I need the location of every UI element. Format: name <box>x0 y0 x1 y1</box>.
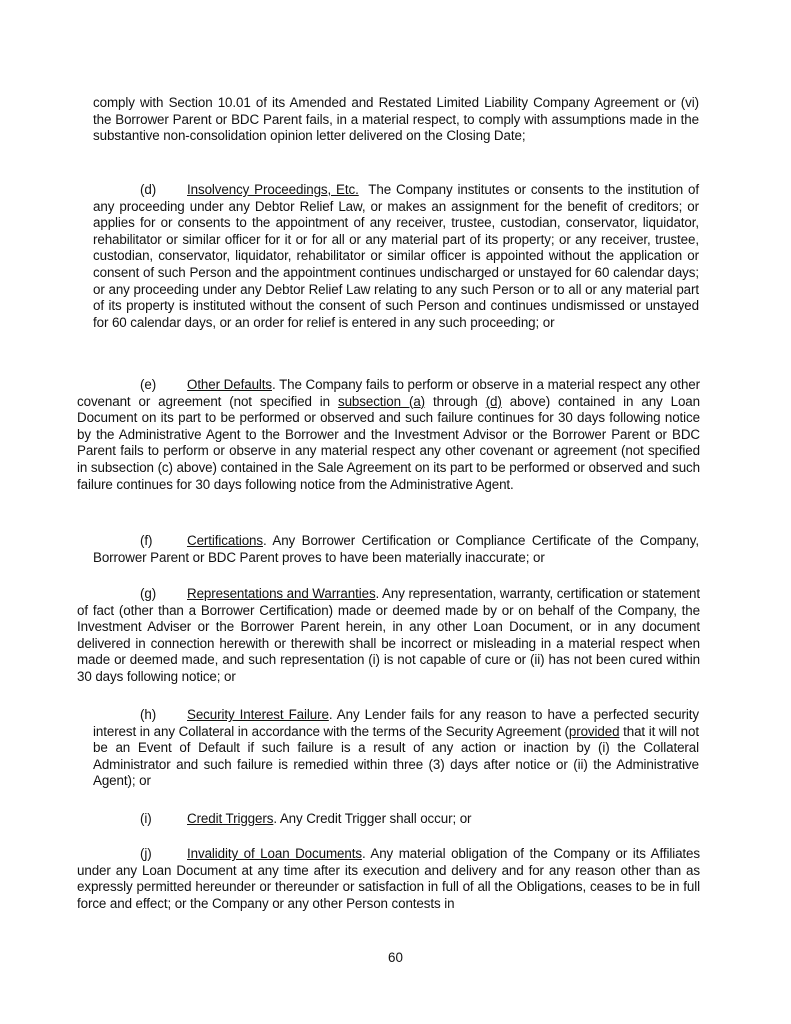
paragraph-continued-text: comply with Section 10.01 of its Amended and Restated Limited Liability Company Agreement or (vi) the Borrower Parent or BDC Parent fails, in a material respect, to comply with assumptions made in the substantive non-consolidation opinion letter delivered on the Closing Date; <box>93 95 699 144</box>
paragraph-heading: Other Defaults <box>187 377 273 392</box>
paragraph-number: (f) <box>140 533 153 548</box>
paragraph-body: . Any material obligation of the Company or its Affiliates under any Loan Document at any time after its execution and delivery and for any reason other than as expressly permitted hereunder or thereunder or satisfaction in full of all the Obligations, ceases to be in full force and effect; or the Company or any other Person contests in <box>77 846 701 911</box>
paragraph-number: (e) <box>140 377 157 392</box>
paragraph-body: through <box>433 393 478 409</box>
paragraph-body: . Any Credit Trigger shall occur; or <box>273 811 472 826</box>
paragraph-j <box>77 846 700 912</box>
paragraph-body: . Any Borrower Certification or Compliance Certificate of the Company, Borrower Parent or BDC Parent proves to have been materially inaccurate; or <box>93 533 699 565</box>
paragraph-heading: Credit Triggers <box>187 811 274 826</box>
paragraph-heading: Invalidity of Loan Documents <box>187 846 362 861</box>
cross-reference: provided <box>568 723 620 739</box>
paragraph-number: (j) <box>140 846 152 861</box>
paragraph-heading: Certifications <box>187 533 263 548</box>
paragraph-f <box>93 533 699 566</box>
paragraph-number: (i) <box>140 811 152 826</box>
cross-reference: subsection (a) <box>337 393 426 409</box>
paragraph-body: The Company institutes or consents to the institution of any proceeding under any Debtor Relief Law, or makes an assignment for the benefit of creditors; or applies for or consents to the appointment of any receiver, trustee, custodian, conservator, liquidator, rehabilitator or similar officer for it or for all or any material part of its property; or any receiver, trustee, custodian, conservator, liquidator, rehabilitator or similar officer is appointed without the application or consent of such Person and the appointment continues undischarged or unstayed for 60 calendar days; or any proceeding under any Debtor Relief Law relating to any such Person or to all or any material part of its property is instituted without the consent of such Person and continues undismissed or unstayed for 60 calendar days, or an order for relief is entered in any such proceeding; or <box>93 182 700 330</box>
paragraph-e <box>77 377 700 493</box>
paragraph-heading: Security Interest Failure <box>187 707 329 722</box>
paragraph-body: . The Company fails to perform or observe in a material respect any other covenant or agreement (not specified in <box>77 377 701 409</box>
paragraph-h <box>93 707 699 790</box>
paragraph-heading: Insolvency Proceedings, Etc. <box>187 182 359 197</box>
paragraph-body: that it will not be an Event of Default if such failure is a result of any action or inaction by (i) the Collateral Administrator and such failure is remedied within three (3) days after notice or (ii) the Administrative Agent); or <box>93 723 699 789</box>
page-number: 60 <box>388 950 403 965</box>
paragraph-i <box>140 811 700 828</box>
paragraph-d <box>93 182 699 331</box>
paragraph-body: above) contained in any Loan Document on its part to be performed or observed and such failure continues for 30 days following notice by the Administrative Agent to the Borrower and the Investment Advisor or the Borrower Parent or BDC Parent fails to perform or observe in any material respect any other covenant or agreement (not specified in subsection (c) above) contained in the Sale Agreement on its part to be performed or observed and such failure continues for 30 days following notice from the Administrative Agent. <box>77 393 700 492</box>
paragraph-number: (d) <box>140 182 157 197</box>
paragraph-number: (g) <box>140 586 157 601</box>
paragraph-body: . Any representation, warranty, certification or statement of fact (other than a Borrower Certification) made or deemed made by or on behalf of the Company, the Investment Adviser or the Borrower Parent herein, in any other Loan Document, or in any document delivered in connection herewith or therewith shall be incorrect or misleading in a material respect when made or deemed made, and such representation (i) is not capable of cure or (ii) has not been cured within 30 days following notice; or <box>77 586 700 684</box>
paragraph-g <box>77 586 700 686</box>
paragraph-number: (h) <box>140 707 157 722</box>
paragraph-heading: Representations and Warranties <box>187 586 376 601</box>
paragraph-body: . Any Lender fails for any reason to have a perfected security interest in any Collateral in accordance with the terms of the Security Agreement ( <box>93 707 699 739</box>
cross-reference: (d) <box>485 393 502 409</box>
paragraph-continued <box>93 95 699 145</box>
